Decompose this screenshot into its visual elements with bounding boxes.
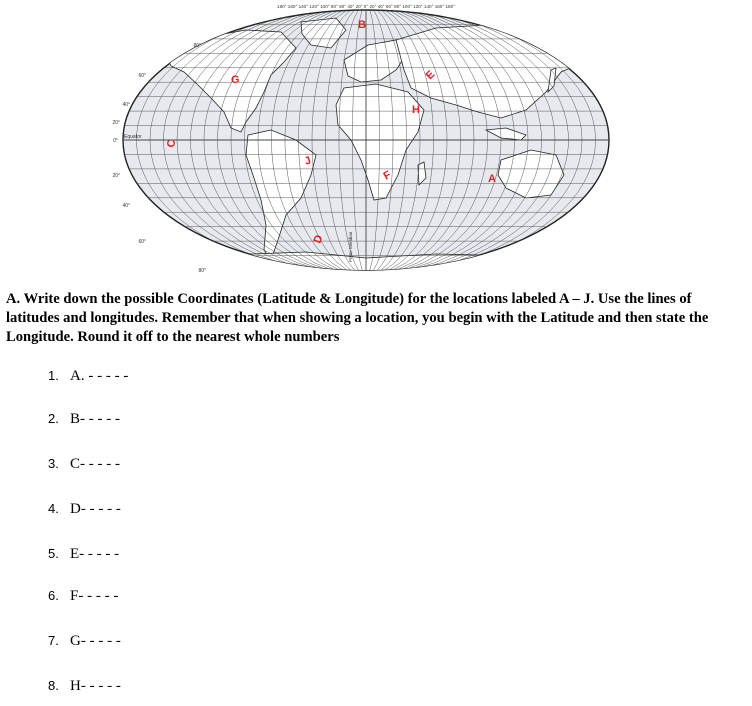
marker-f: F bbox=[381, 168, 394, 183]
equator-label: Equator bbox=[124, 134, 142, 140]
lat-label: 20° bbox=[112, 173, 120, 179]
lat-label: 80° bbox=[193, 43, 201, 49]
question-answer-line[interactable]: A. - - - - - bbox=[70, 368, 129, 384]
question-number: 3. bbox=[48, 456, 59, 471]
question-answer-line[interactable]: H- - - - - bbox=[70, 678, 121, 694]
world-map bbox=[106, 0, 626, 275]
question-number: 7. bbox=[48, 633, 59, 648]
lat-label: 60° bbox=[138, 239, 146, 245]
marker-j: J bbox=[302, 154, 313, 168]
lat-label: 60° bbox=[138, 73, 146, 79]
marker-a: A bbox=[488, 173, 496, 185]
question-number: 5. bbox=[48, 546, 59, 561]
question-number: 8. bbox=[48, 678, 59, 693]
question-item bbox=[48, 456, 120, 473]
question-item bbox=[48, 411, 120, 428]
marker-h: H bbox=[412, 104, 420, 116]
prime-meridian-label: Prime Meridian bbox=[348, 231, 353, 262]
question-number: 4. bbox=[48, 501, 59, 516]
lat-label: 80° bbox=[198, 268, 206, 274]
marker-d: D bbox=[311, 233, 326, 246]
question-item bbox=[48, 368, 128, 385]
question-number: 2. bbox=[48, 411, 59, 426]
marker-e: E bbox=[423, 68, 438, 83]
graticule bbox=[106, 10, 626, 270]
question-answer-line[interactable]: D- - - - - bbox=[70, 501, 121, 517]
question-item bbox=[48, 633, 121, 650]
lat-label: 40° bbox=[122, 102, 130, 108]
question-item bbox=[48, 501, 121, 518]
lat-label: 0° bbox=[113, 138, 118, 144]
question-answer-line[interactable]: F- - - - - bbox=[70, 588, 119, 604]
question-item bbox=[48, 546, 119, 563]
instructions-text: A. Write down the possible Coordinates (Latitude & Longitude) for the locations labeled A – J. Use the lines of latitudes and longitudes. Remember that when showing a location, you begin with the Latitude and then state the Longitude. Round it off to the nearest whole numbers bbox=[6, 291, 709, 345]
question-answer-line[interactable]: B- - - - - bbox=[70, 411, 120, 427]
question-item bbox=[48, 588, 118, 605]
longitude-scale: 180° 160° 140° 120° 100° 80° 60° 40° 20° 0° 20° 40° 60° 80° 100° 120° 140° 160° 180° bbox=[277, 4, 455, 9]
lat-label: 20° bbox=[112, 120, 120, 126]
marker-c: C bbox=[165, 138, 179, 149]
question-answer-line[interactable]: E- - - - - bbox=[70, 546, 120, 562]
question-number: 1. bbox=[48, 368, 59, 383]
marker-b: B bbox=[358, 19, 366, 31]
question-answer-line[interactable]: C- - - - - bbox=[70, 456, 120, 472]
marker-g: G bbox=[231, 74, 240, 86]
question-item bbox=[48, 678, 121, 695]
question-answer-line[interactable]: G- - - - - bbox=[70, 633, 121, 649]
question-number: 6. bbox=[48, 588, 59, 603]
lat-label: 40° bbox=[122, 203, 130, 209]
